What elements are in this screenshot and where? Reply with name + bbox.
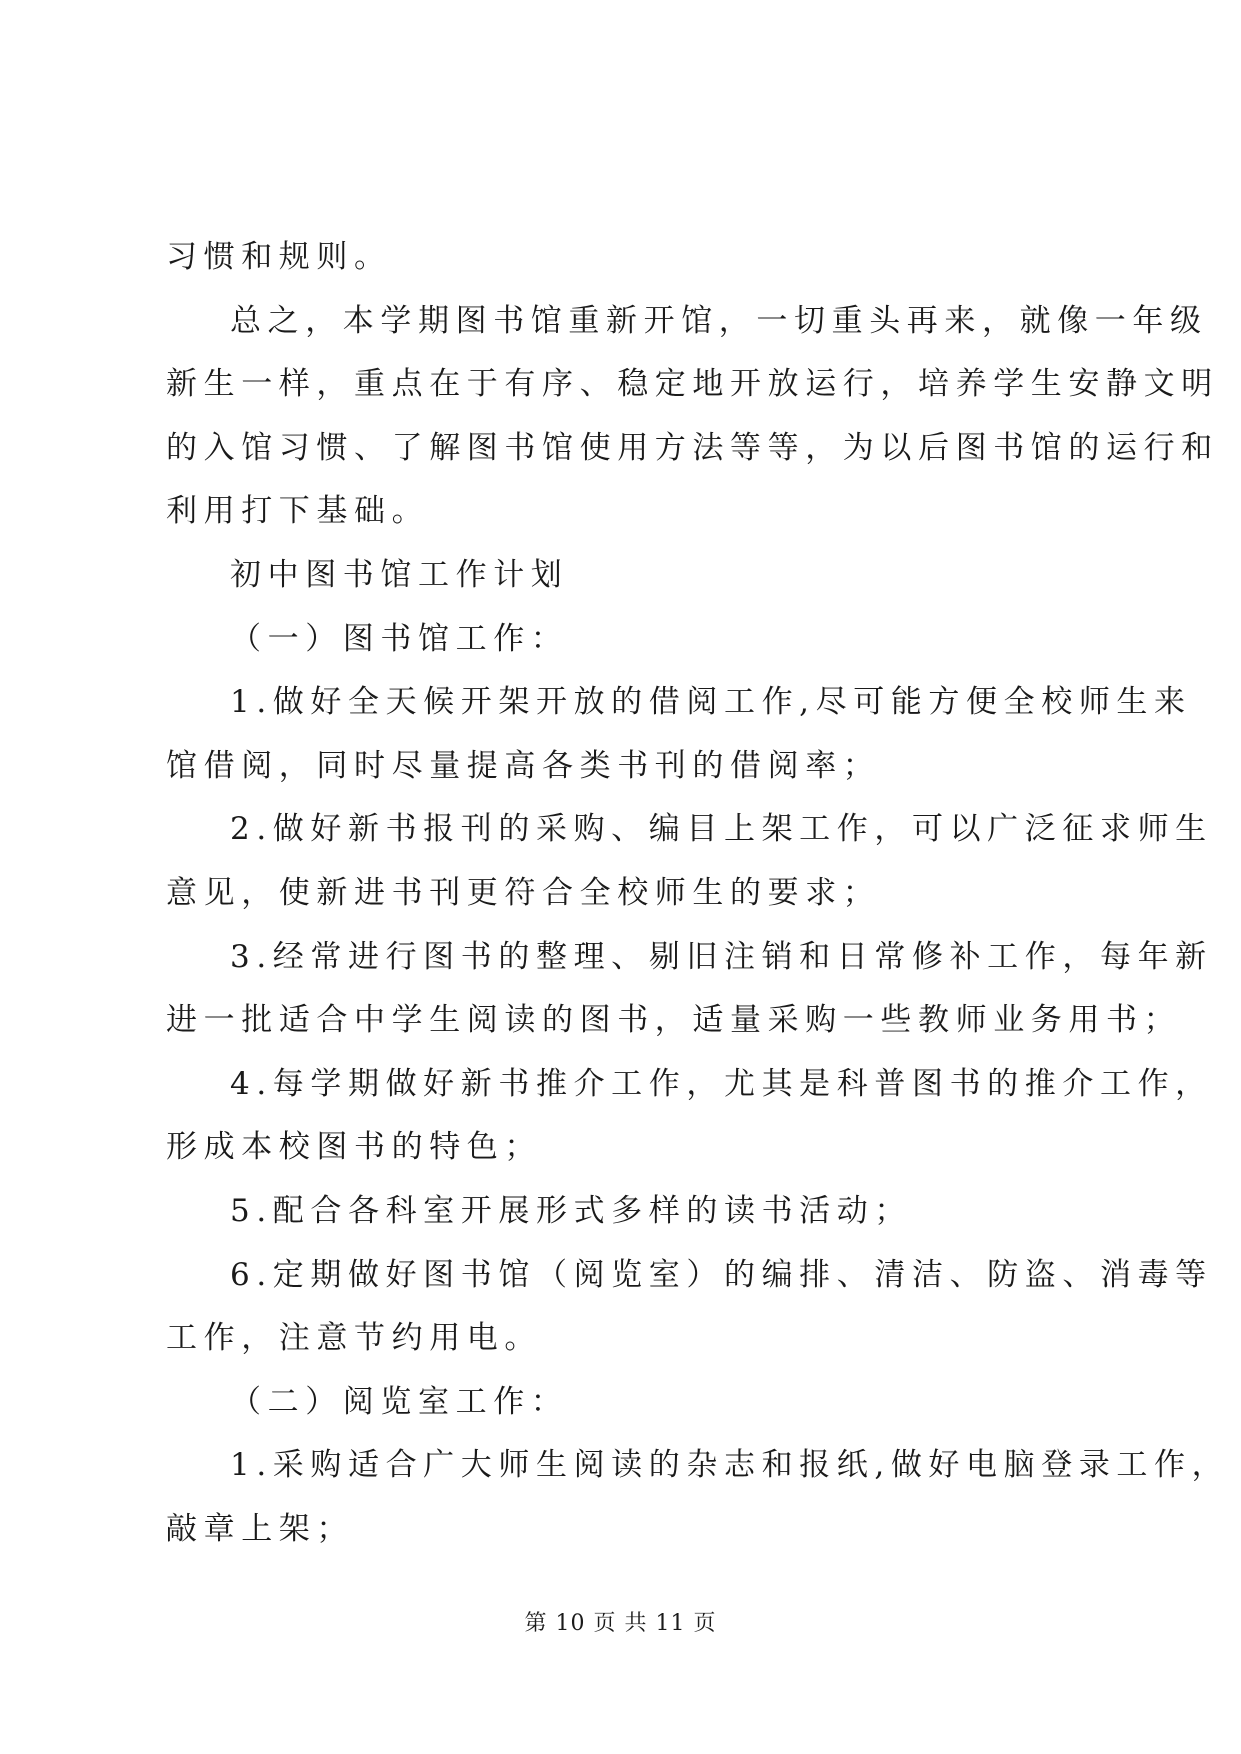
document-body	[166, 226, 1230, 1561]
text-line: 敲章上架；	[166, 1510, 354, 1547]
text-line: 工作，注意节约用电。	[166, 1320, 542, 1357]
section-heading: （二）阅览室工作：	[230, 1383, 569, 1420]
page-number: 第 10 页 共 11 页	[524, 1611, 717, 1636]
list-item: 5.配合各科室开展形式多样的读书活动；	[230, 1192, 912, 1229]
section-heading: （一）图书馆工作：	[230, 620, 569, 657]
section-title: 初中图书馆工作计划	[230, 556, 569, 593]
text-line: 形成本校图书的特色；	[166, 1129, 542, 1166]
text-line: 意见，使新进书刊更符合全校师生的要求；	[166, 874, 881, 911]
text-line: 新生一样，重点在于有序、稳定地开放运行，培养学生安静文明	[166, 366, 1219, 403]
list-item: 2.做好新书报刊的采购、编目上架工作，可以广泛征求师生	[230, 811, 1213, 848]
text-line: 总之，本学期图书馆重新开馆，一切重头再来，就像一年级	[230, 302, 1208, 339]
list-item: 1.采购适合广大师生阅读的杂志和报纸,做好电脑登录工作，	[230, 1447, 1230, 1484]
list-item: 1.做好全天候开架开放的借阅工作,尽可能方便全校师生来	[230, 684, 1192, 721]
text-line: 利用打下基础。	[166, 493, 430, 530]
list-item: 6.定期做好图书馆（阅览室）的编排、清洁、防盗、消毒等	[230, 1256, 1213, 1293]
text-line: 习惯和规则。	[166, 239, 392, 275]
list-item: 4.每学期做好新书推介工作，尤其是科普图书的推介工作，	[230, 1065, 1213, 1102]
list-item: 3.经常进行图书的整理、剔旧注销和日常修补工作，每年新	[230, 938, 1213, 975]
text-line: 进一批适合中学生阅读的图书，适量采购一些教师业务用书；	[166, 1002, 1182, 1039]
text-line: 馆借阅，同时尽量提高各类书刊的借阅率；	[166, 747, 881, 784]
text-line: 的入馆习惯、了解图书馆使用方法等等，为以后图书馆的运行和	[166, 429, 1219, 466]
